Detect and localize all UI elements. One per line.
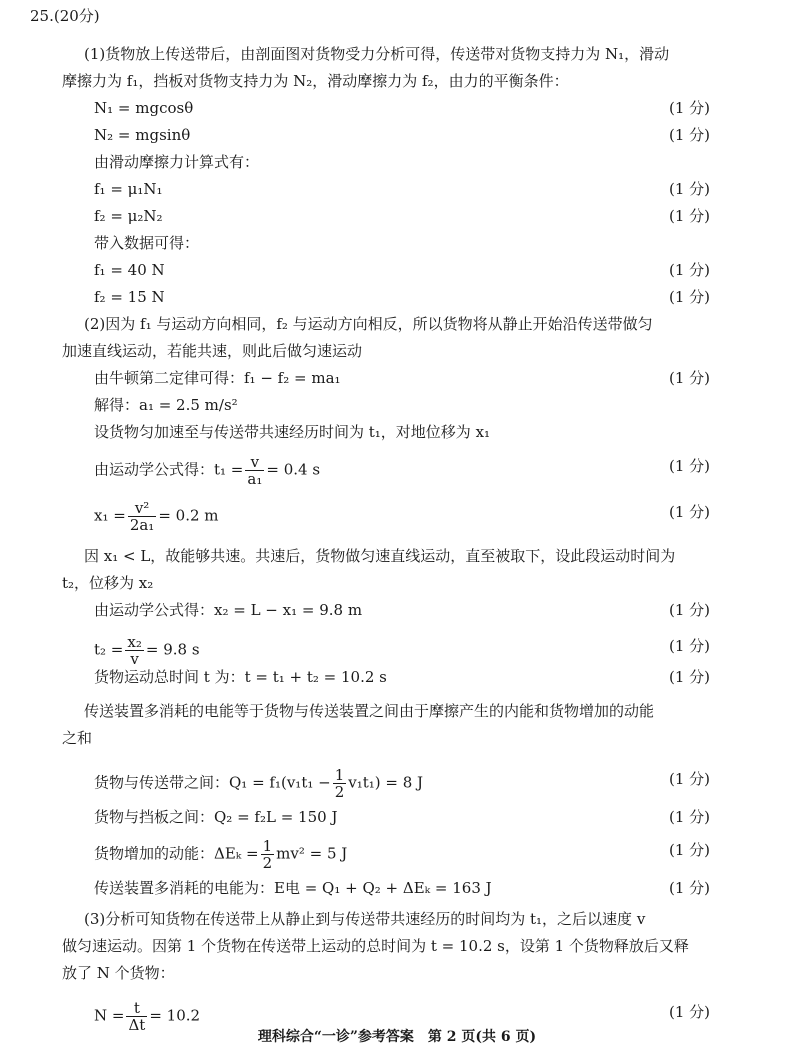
solution-line [0, 312, 794, 336]
line-text [94, 258, 165, 282]
fraction-denominator: 2a₁ [129, 516, 155, 534]
line-main-text: 传送装置多消耗的电能为：E电 = Q₁ + Q₂ + ΔEₖ = 163 J [94, 879, 492, 897]
line-main-text: 解得：a₁ = 2.5 m/s² [94, 396, 238, 414]
line-main-text: 由滑动摩擦力计算式有： [94, 153, 260, 171]
line-text [84, 699, 654, 723]
solution-line [0, 934, 794, 958]
fraction [261, 838, 275, 871]
score-mark: (1 分) [668, 288, 710, 306]
line-text [62, 961, 175, 985]
line-text [84, 312, 653, 336]
line-main-text: x₁ = [94, 506, 126, 525]
score-mark: (1 分) [668, 808, 710, 826]
score-mark: (1 分) [668, 503, 710, 521]
line-text [62, 726, 92, 750]
solution-line [0, 699, 794, 723]
fraction-denominator: v [130, 650, 139, 668]
question-number: 25.(20分) [30, 7, 100, 25]
solution-line [0, 665, 794, 689]
line-text [94, 665, 387, 689]
line-main-text: 由运动学公式得：x₂ = L − x₁ = 9.8 m [94, 601, 363, 619]
line-main-text: 传送装置多消耗的电能等于货物与传送装置之间由于摩擦产生的内能和货物增加的动能 [84, 702, 655, 720]
line-text [94, 150, 259, 174]
page-footer: 理科综合“一诊”参考答案 第 2 页(共 6 页) [257, 1029, 537, 1045]
line-main-text: 设货物匀加速至与传送带共速经历时间为 t₁，对地位移为 x₁ [94, 423, 491, 441]
line-main-text: 由运动学公式得：t₁ = [94, 460, 244, 479]
line-main-text: 加速直线运动，若能共速，则此后做匀速运动 [62, 342, 363, 360]
fraction [128, 500, 157, 533]
solution-line [0, 499, 794, 534]
fraction [125, 634, 143, 667]
line-text [94, 285, 165, 309]
line-text [94, 366, 341, 390]
line-text [94, 838, 347, 871]
score-mark: (1 分) [668, 841, 710, 859]
line-text [84, 544, 675, 568]
line-text [94, 231, 199, 255]
score-mark: (1 分) [668, 99, 710, 117]
fraction-numerator: t [126, 1000, 147, 1017]
score-mark: (1 分) [668, 601, 710, 619]
solution-line [0, 393, 794, 417]
line-text [62, 934, 689, 958]
fraction [245, 454, 264, 487]
score-mark: (1 分) [668, 126, 710, 144]
solution-line [0, 453, 794, 488]
line-text [94, 454, 320, 487]
solution-line [0, 231, 794, 255]
line-text [84, 42, 669, 66]
solution-line [0, 598, 794, 622]
line-main-text: f₁ = μ₁N₁ [94, 180, 163, 198]
line-main-text: 因 x₁ < L，故能够共速。共速后，货物做匀速直线运动，直至被取下，设此段运动时间为 [84, 547, 676, 565]
solution-line [0, 69, 794, 93]
line-main-text: 货物运动总时间 t 为：t = t₁ + t₂ = 10.2 s [94, 668, 387, 686]
solution-line [0, 42, 794, 66]
score-mark: (1 分) [668, 668, 710, 686]
solution-line [0, 285, 794, 309]
score-mark: (1 分) [668, 1003, 710, 1021]
line-main-text: N₂ = mgsinθ [94, 126, 191, 144]
fraction [333, 767, 347, 800]
score-mark: (1 分) [668, 207, 710, 225]
line-text [94, 96, 193, 120]
fraction-denominator: 2 [334, 783, 345, 801]
line-main-text: 之和 [62, 729, 93, 747]
line-text [62, 571, 153, 595]
solution-line [0, 177, 794, 201]
solution-line [0, 420, 794, 444]
line-text [62, 69, 569, 93]
solution-line [0, 150, 794, 174]
line-main-text: (1)货物放上传送带后，由剖面图对货物受力分析可得，传送带对货物支持力为 N₁，滑动 [84, 45, 670, 63]
line-after-fraction: v₁t₁) = 8 J [348, 773, 424, 792]
line-main-text: t₂，位移为 x₂ [62, 574, 154, 592]
line-main-text: 货物与传送带之间：Q₁ = f₁(v₁t₁ − [94, 773, 331, 792]
line-text [94, 805, 337, 829]
line-text [94, 177, 163, 201]
fraction-numerator: v [245, 454, 264, 471]
fraction-denominator: 2 [262, 854, 273, 872]
line-main-text: 货物与挡板之间：Q₂ = f₂L = 150 J [94, 808, 338, 826]
solution-line [0, 204, 794, 228]
solution-line [0, 633, 794, 668]
score-mark: (1 分) [668, 261, 710, 279]
question-header [0, 4, 794, 28]
score-mark: (1 分) [668, 180, 710, 198]
line-main-text: f₂ = 15 N [94, 288, 165, 306]
line-after-fraction: = 0.4 s [266, 460, 321, 479]
score-mark: (1 分) [668, 879, 710, 897]
line-main-text: t₂ = [94, 640, 124, 659]
fraction-numerator: x₂ [127, 633, 142, 651]
line-text [94, 500, 219, 533]
line-after-fraction: = 10.2 [149, 1006, 201, 1025]
solution-line [0, 726, 794, 750]
line-text [94, 204, 163, 228]
line-main-text: 做匀速运动。因第 1 个货物在传送带上运动的总时间为 t = 10.2 s，设第 1 个货物释放后又释 [62, 937, 689, 955]
solution-line [0, 96, 794, 120]
line-main-text: f₂ = μ₂N₂ [94, 207, 163, 225]
line-main-text: 带入数据可得： [94, 234, 200, 252]
solution-line [0, 544, 794, 568]
solution-line [0, 766, 794, 801]
line-text [94, 634, 200, 667]
line-main-text: N = [94, 1006, 125, 1025]
fraction-denominator: a₁ [247, 470, 263, 488]
solution-line [0, 837, 794, 872]
line-main-text: 货物增加的动能：ΔEₖ = [94, 844, 259, 863]
line-main-text: 摩擦力为 f₁，挡板对货物支持力为 N₂，滑动摩擦力为 f₂，由力的平衡条件： [62, 72, 569, 90]
line-text [94, 420, 490, 444]
line-main-text: N₁ = mgcosθ [94, 99, 194, 117]
solution-line [0, 876, 794, 900]
line-after-fraction: = 9.8 s [145, 640, 200, 659]
solution-line [0, 339, 794, 363]
fraction-denominator: Δt [128, 1016, 146, 1034]
solution-line [0, 961, 794, 985]
line-main-text: 放了 N 个货物： [62, 964, 175, 982]
solution-line [0, 805, 794, 829]
line-main-text: 由牛顿第二定律可得：f₁ − f₂ = ma₁ [94, 369, 341, 387]
line-main-text: f₁ = 40 N [94, 261, 165, 279]
score-mark: (1 分) [668, 369, 710, 387]
score-mark: (1 分) [668, 457, 710, 475]
line-text [94, 767, 423, 800]
solution-line [0, 258, 794, 282]
score-mark: (1 分) [668, 770, 710, 788]
line-text [94, 393, 238, 417]
solution-line [0, 123, 794, 147]
fraction-numerator: 1 [262, 837, 273, 855]
line-text [94, 876, 492, 900]
fraction-numerator: 1 [334, 766, 345, 784]
solution-line [0, 571, 794, 595]
line-text [94, 598, 362, 622]
line-main-text: (3)分析可知货物在传送带上从静止到与传送带共速经历的时间均为 t₁，之后以速度 v [84, 910, 646, 928]
line-main-text: (2)因为 f₁ 与运动方向相同，f₂ 与运动方向相反，所以货物将从静止开始沿传送带做匀 [84, 315, 653, 333]
score-mark: (1 分) [668, 637, 710, 655]
fraction-numerator: v² [128, 500, 157, 517]
solution-line [0, 366, 794, 390]
line-text [84, 907, 645, 931]
line-text [62, 339, 362, 363]
line-after-fraction: = 0.2 m [158, 506, 219, 525]
solution-line [0, 907, 794, 931]
line-after-fraction: mv² = 5 J [276, 844, 348, 863]
line-text [94, 123, 190, 147]
